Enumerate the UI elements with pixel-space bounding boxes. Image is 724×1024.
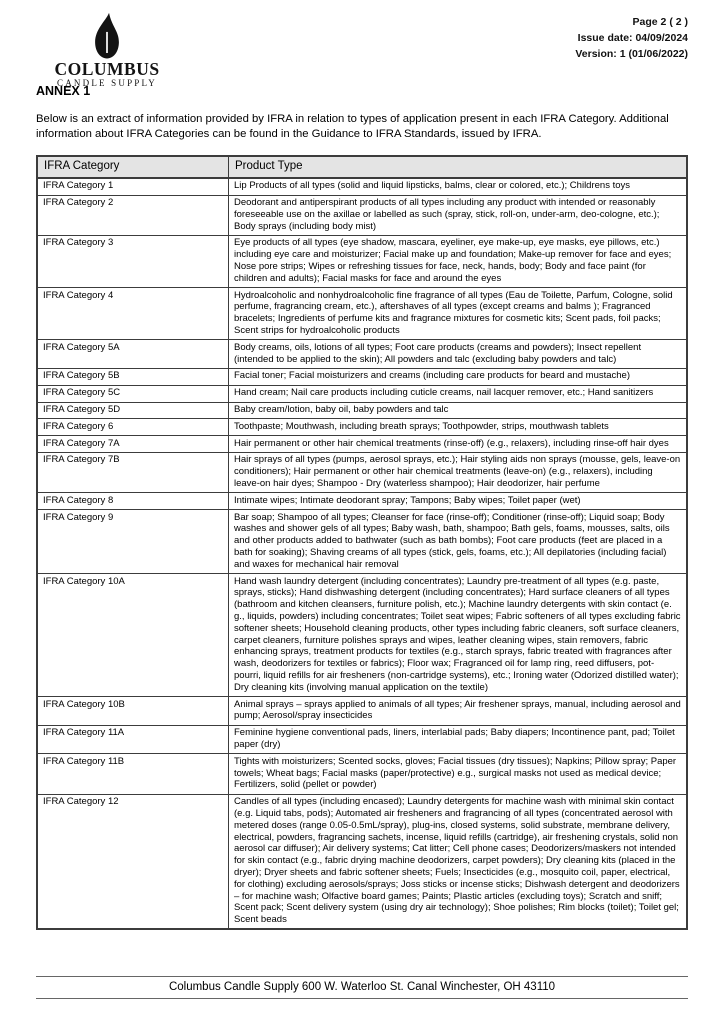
category-cell: IFRA Category 5A: [37, 340, 229, 369]
table-row: [37, 402, 687, 419]
table-row: [37, 385, 687, 402]
category-cell: IFRA Category 7A: [37, 436, 229, 453]
product-type-cell: Tights with moisturizers; Scented socks, gloves; Facial tissues (dry tissues); Napkins; Pillow spray; Paper towels; Wheat bags; Facial masks (paper/protective) e.g., surgical masks not used as medical device; Fertilizers, solid (pellet or powder): [229, 754, 688, 794]
table-row: [37, 452, 687, 492]
intro-paragraph: Below is an extract of information provided by IFRA in relation to types of application present in each IFRA Category. Additional information about IFRA Categories can be found in the Guidance to IFRA Standards, issued by IFRA.: [36, 113, 669, 140]
table-row: [37, 725, 687, 754]
category-cell: IFRA Category 6: [37, 419, 229, 436]
footer-address: Columbus Candle Supply 600 W. Waterloo St. Canal Winchester, OH 43110: [36, 976, 688, 999]
ifra-category-table: [36, 155, 688, 930]
company-logo: [52, 12, 162, 89]
table-row: [37, 754, 687, 794]
issue-date: Issue date: 04/09/2024: [577, 32, 688, 44]
product-type-cell: Intimate wipes; Intimate deodorant spray; Tampons; Baby wipes; Toilet paper (wet): [229, 493, 688, 510]
product-type-cell: Feminine hygiene conventional pads, liners, interlabial pads; Baby diapers; Incontinence pant, pad; Toilet paper (dry): [229, 725, 688, 754]
product-type-cell: Hand cream; Nail care products including cuticle creams, nail lacquer remover, etc.; Hand sanitizers: [229, 385, 688, 402]
version: Version: 1 (01/06/2022): [575, 48, 688, 60]
product-type-cell: Hydroalcoholic and nonhydroalcoholic fine fragrance of all types (Eau de Toilette, Parfum, Cologne, solid perfume, fragrancing cream, etc.), aftershaves of all types (except creams and balms ); Fragranced bracelets; Ingredients of perfume kits and fragrance mixtures for cosmetic kits; Scent pads, foil packs; Scent strips for hydroalcoholic products: [229, 288, 688, 340]
table-header-row: [37, 156, 687, 178]
logo-brand-subtext: CANDLE SUPPLY: [57, 78, 157, 88]
category-cell: IFRA Category 10A: [37, 574, 229, 697]
table-row: [37, 340, 687, 369]
product-type-cell: Candles of all types (including encased); Laundry detergents for machine wash with minimal skin contact (e.g. Liquid tabs, pods); Automated air fresheners and fragrancing of all types (concentrated aerosol with metered doses (range 0.05-0.5mL/spray), plug-ins, closed systems, solid substrate, membrane delivery, electrical, powders, fragrancing sachets, incense, liquid refills (cartridge), air freshening crystals, solid non aerosol car diffuser); Air delivery systems; Cat litter; Cell phone cases; Deodorizers/maskers not intended for skin contact (e.g., fabric drying machine deodorizers, carpet powders); Dry cleaning kits (placed in the dryer); Dryer sheets and fabric softener sheets; Fuels; Insecticides (e.g., mosquito coil, paper, electrical, for clothing) excluding aerosols/sprays; Joss sticks or incense sticks; Dishwash detergent and deodorizers – for machine wash; Olfactive board games; Paints; Plastic articles (excluding toys); Scratch and sniff; Scent pack; Scent delivery system (using dry air technology); Shoe polishes; Rim blocks (toilet); Toilet gel; Scent beads: [229, 794, 688, 929]
column-header-product-type: Product Type: [229, 156, 688, 178]
product-type-cell: Body creams, oils, lotions of all types; Foot care products (creams and powders); Insect repellent (intended to be applied to the skin); All powders and talc (excluding baby powders and talc): [229, 340, 688, 369]
table-row: [37, 178, 687, 195]
category-cell: IFRA Category 5C: [37, 385, 229, 402]
table-row: [37, 235, 687, 287]
category-cell: IFRA Category 5D: [37, 402, 229, 419]
product-type-cell: Toothpaste; Mouthwash, including breath sprays; Toothpowder, strips, mouthwash tablets: [229, 419, 688, 436]
annex-title: ANNEX 1: [36, 84, 91, 98]
table-row: [37, 436, 687, 453]
ifra-table-container: [36, 155, 688, 930]
category-cell: IFRA Category 9: [37, 510, 229, 574]
product-type-cell: Hand wash laundry detergent (including concentrates); Laundry pre-treatment of all types (e.g. paste, sprays, sticks); Hand dishwashing detergent (including concentrates); Hard surface cleaners of all types (bathroom and kitchen cleansers, furniture polish, etc.); Machine laundry detergents with skin contact (e. g., liquids, powders) including concentrates; Toilet seat wipes; Fabric softeners of all types excluding fabric softener sheets; Household cleaning products, other types including fabric cleaners, soft surface cleaners, carpet cleaners, furniture polishes sprays and wipes, leather cleaning wipes, stain removers, fabric enhancing sprays, treatment products for textiles (e.g., starch sprays, fabric treated with fragrances after wash, deodorizers for textiles or fabrics); Floor wax; Fragranced oil for lamp ring, reed diffusers, pot-pourri, liquid refills for air fresheners (non-cartridge systems), etc.; Ironing water (Odorized distilled water); Dry cleaning kits (involving manual application on the textile): [229, 574, 688, 697]
product-type-cell: Bar soap; Shampoo of all types; Cleanser for face (rinse-off); Conditioner (rinse-off); Liquid soap; Body washes and shower gels of all types; Baby wash, bath, shampoo; Bath gels, foams, mousses, salts, oils and other products added to bathwater (such as bath bombs); Foot care products (feet are placed in a bath for soaking); Shaving creams of all types (stick, gels, foams, etc.); All depilatories (including facial) and waxes for mechanical hair removal: [229, 510, 688, 574]
category-cell: IFRA Category 8: [37, 493, 229, 510]
table-row: [37, 195, 687, 235]
product-type-cell: Lip Products of all types (solid and liquid lipsticks, balms, clear or colored, etc.); Childrens toys: [229, 178, 688, 195]
ifra-table-body: [37, 178, 687, 930]
category-cell: IFRA Category 11A: [37, 725, 229, 754]
page-number: Page 2 ( 2 ): [632, 16, 688, 28]
table-row: [37, 574, 687, 697]
table-row: [37, 697, 687, 726]
candle-flame-icon: [90, 12, 124, 60]
category-cell: IFRA Category 2: [37, 195, 229, 235]
product-type-cell: Animal sprays – sprays applied to animals of all types; Air freshener sprays, manual, including aerosol and pump; Aerosol/spray insecticides: [229, 697, 688, 726]
product-type-cell: Hair sprays of all types (pumps, aerosol sprays, etc.); Hair styling aids non sprays (mousse, gels, leave-on conditioners); Hair permanent or other hair chemical treatments (leave-on) (e.g., relaxers), including leave-on hair dyes; Shampoo - Dry (waterless shampoo); Hair deodorizer, hair perfume: [229, 452, 688, 492]
page-info-block: [575, 14, 688, 62]
product-type-cell: Hair permanent or other hair chemical treatments (rinse-off) (e.g., relaxers), including rinse-off hair dyes: [229, 436, 688, 453]
category-cell: IFRA Category 12: [37, 794, 229, 929]
product-type-cell: Eye products of all types (eye shadow, mascara, eyeliner, eye make-up, eye masks, eye pillows, etc.) including eye care and moisturizer; Facial make up and foundation; Make-up remover for face and eyes; Nose pore strips; Wipes or refreshing tissues for face, neck, hands, body; Body and face paint (for children and adults); Facial masks for face and around the eyes: [229, 235, 688, 287]
category-cell: IFRA Category 5B: [37, 368, 229, 385]
product-type-cell: Baby cream/lotion, baby oil, baby powders and talc: [229, 402, 688, 419]
category-cell: IFRA Category 3: [37, 235, 229, 287]
product-type-cell: Facial toner; Facial moisturizers and creams (including care products for beard and mustache): [229, 368, 688, 385]
category-cell: IFRA Category 10B: [37, 697, 229, 726]
category-cell: IFRA Category 1: [37, 178, 229, 195]
column-header-category: IFRA Category: [37, 156, 229, 178]
product-type-cell: Deodorant and antiperspirant products of all types including any product with intended or reasonably foreseeable use on the axillae or labelled as such (spray, stick, roll-on, under-arm, deo-cologne, etc.); Body sprays (including body mist): [229, 195, 688, 235]
category-cell: IFRA Category 4: [37, 288, 229, 340]
table-row: [37, 493, 687, 510]
table-row: [37, 419, 687, 436]
category-cell: IFRA Category 11B: [37, 754, 229, 794]
table-row: [37, 794, 687, 929]
table-row: [37, 510, 687, 574]
category-cell: IFRA Category 7B: [37, 452, 229, 492]
table-row: [37, 288, 687, 340]
logo-brand-text: COLUMBUS: [54, 59, 160, 79]
table-row: [37, 368, 687, 385]
